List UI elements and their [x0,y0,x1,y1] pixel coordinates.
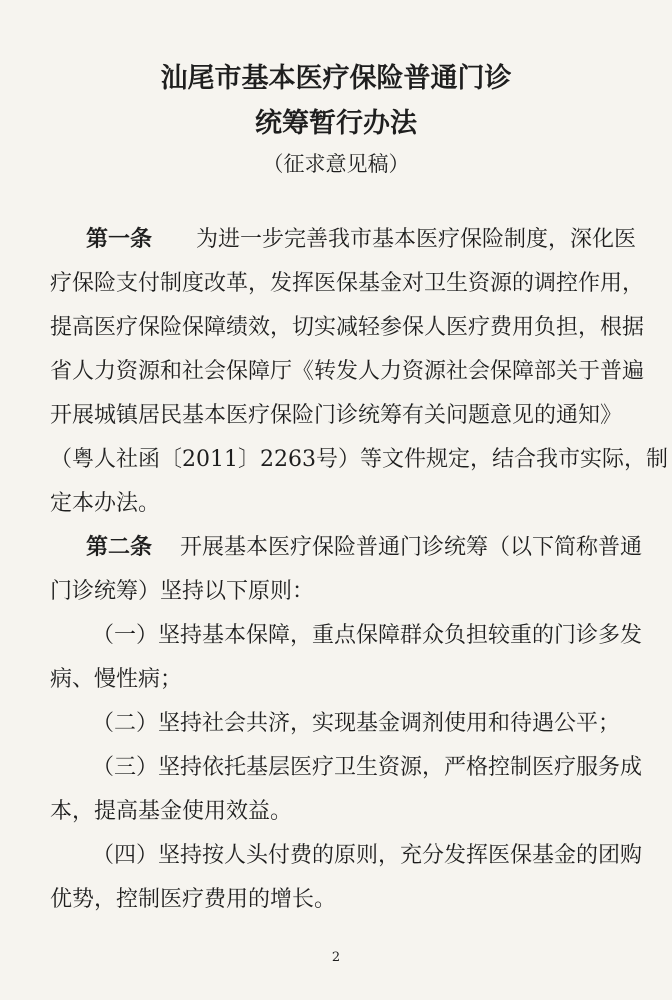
document-title-line-2: 统筹暂行办法 [255,108,417,139]
article-1-text-line: （粤人社函〔2011〕2263号）等文件规定，结合我市实际，制 [50,447,668,472]
article-2-text-line: 门诊统筹）坚持以下原则： [50,579,315,604]
document-title-line-1: 汕尾市基本医疗保险普通门诊 [160,63,512,94]
article-1-text-line: 定本办法。 [50,491,161,516]
article-2-label: 第二条 [86,535,153,560]
principle-4-line: 优势，控制医疗费用的增长。 [50,887,337,912]
article-1-text-line: 开展城镇居民基本医疗保险门诊统筹有关问题意见的通知》 [50,403,623,428]
principle-4-line: （四）坚持按人头付费的原则，充分发挥医保基金的团购 [92,843,643,868]
principle-3-line: 本，提高基金使用效益。 [50,799,293,824]
article-2-first-line [86,537,642,559]
principle-1-line: 病、慢性病； [50,667,183,692]
article-1-text-line: 疗保险支付制度改革，发挥医保基金对卫生资源的调控作用， [50,271,645,296]
article-1-text-line: 省人力资源和社会保障厅《转发人力资源社会保障部关于普遍 [50,359,645,384]
article-1-text-line: 为进一步完善我市基本医疗保险制度，深化医 [196,227,637,252]
principle-2-line: （二）坚持社会共济，实现基金调剂使用和待遇公平； [92,711,621,736]
principle-1-line: （一）坚持基本保障，重点保障群众负担较重的门诊多发 [92,623,643,648]
article-1-text-line: 提高医疗保险保障绩效，切实减轻参保人医疗费用负担，根据 [50,315,645,340]
document-subtitle: （征求意见稿） [262,152,410,176]
page-number: 2 [331,950,341,965]
article-2-text-line: 开展基本医疗保险普通门诊统筹（以下简称普通 [180,535,643,560]
principle-3-line: （三）坚持依托基层医疗卫生资源，严格控制医疗服务成 [92,755,643,780]
article-1-label: 第一条 [86,227,153,252]
article-1-first-line [86,229,636,251]
